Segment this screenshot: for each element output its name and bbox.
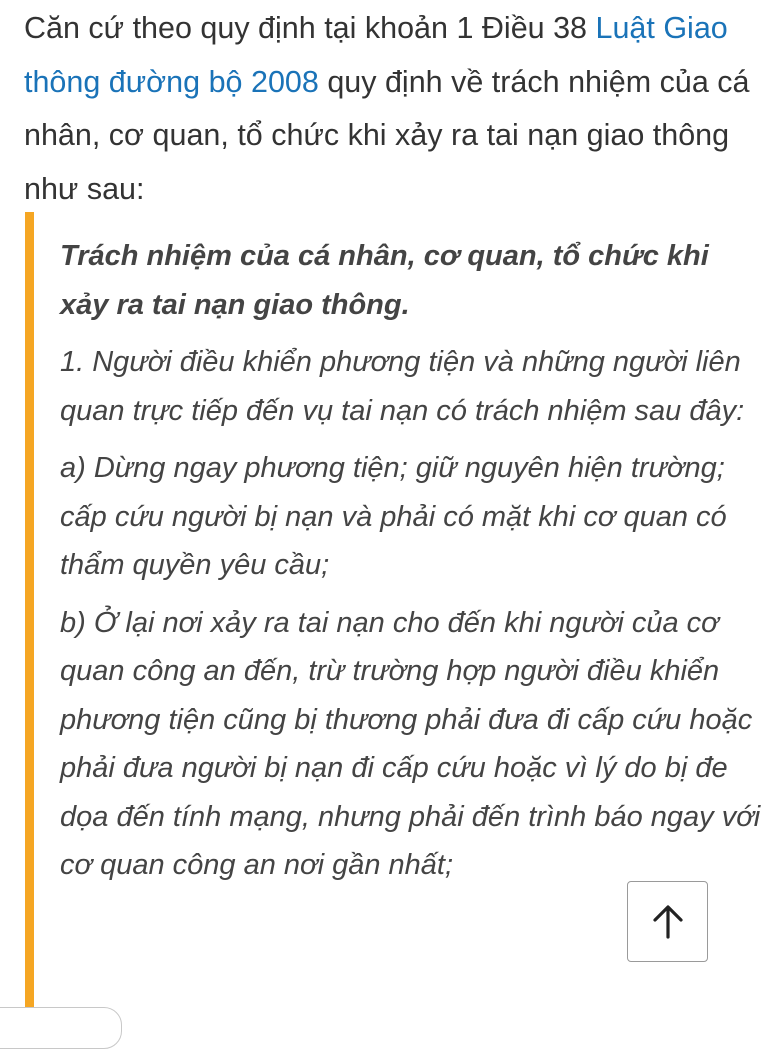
quote-paragraph-1: 1. Người điều khiển phương tiện và những người liên quan trực tiếp đến vụ tai nạn có trách nhiệm sau đây: [60,346,745,427]
quote-paragraph-a: a) Dừng ngay phương tiện; giữ nguyên hiện trường; cấp cứu người bị nạn và phải có mặt khi cơ quan có thẩm quyền yêu cầu; [60,452,727,581]
arrow-up-icon [647,901,689,943]
intro-text-before: Căn cứ theo quy định tại khoản 1 Điều 38 [24,11,596,45]
bottom-floating-pill[interactable] [0,1007,122,1049]
quote-paragraph-b: b) Ở lại nơi xảy ra tai nạn cho đến khi người của cơ quan công an đến, trừ trường hợp người điều khiển phương tiện cũng bị thương phải đưa đi cấp cứu hoặc phải đưa người bị nạn đi cấp cứu hoặc vì lý do bị đe dọa đến tính mạng, nhưng phải đến trình báo ngay với cơ quan công an nơi gần nhất; [60,606,761,881]
intro-paragraph [24,2,754,216]
intro-text-after: quy định về trách nhiệm của cá nhân, cơ quan, tổ chức khi xảy ra tai nạn giao thông như sau: [24,64,750,206]
scroll-to-top-button[interactable] [627,881,708,962]
law-link[interactable]: Luật Giao thông đường bộ 2008 [24,11,728,99]
quote-title: Trách nhiệm của cá nhân, cơ quan, tổ chức khi xảy ra tai nạn giao thông. [60,240,709,321]
